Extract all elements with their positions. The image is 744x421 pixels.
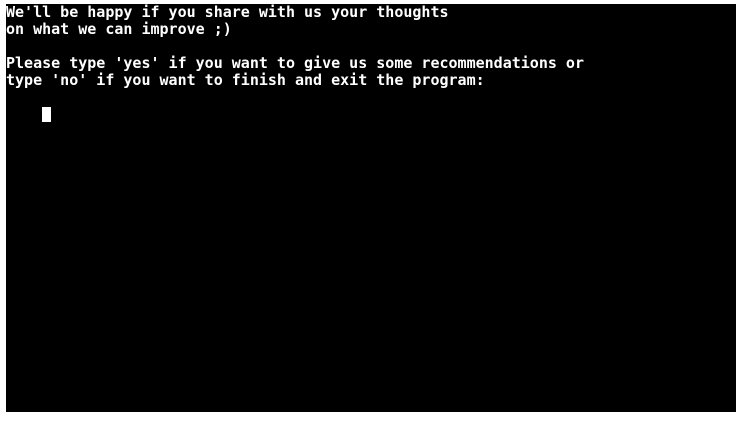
terminal-window[interactable] [6, 4, 736, 412]
output-line-5: type 'no' if you want to finish and exit the program: [6, 71, 485, 89]
input-line[interactable] [6, 89, 736, 106]
text-cursor [42, 107, 51, 122]
output-line-4: Please type 'yes' if you want to give us some recommendations or [6, 54, 584, 72]
output-line-2: on what we can improve ;) [6, 20, 232, 38]
output-line-3 [6, 38, 736, 55]
output-line-1: We'll be happy if you share with us your thoughts [6, 4, 449, 21]
